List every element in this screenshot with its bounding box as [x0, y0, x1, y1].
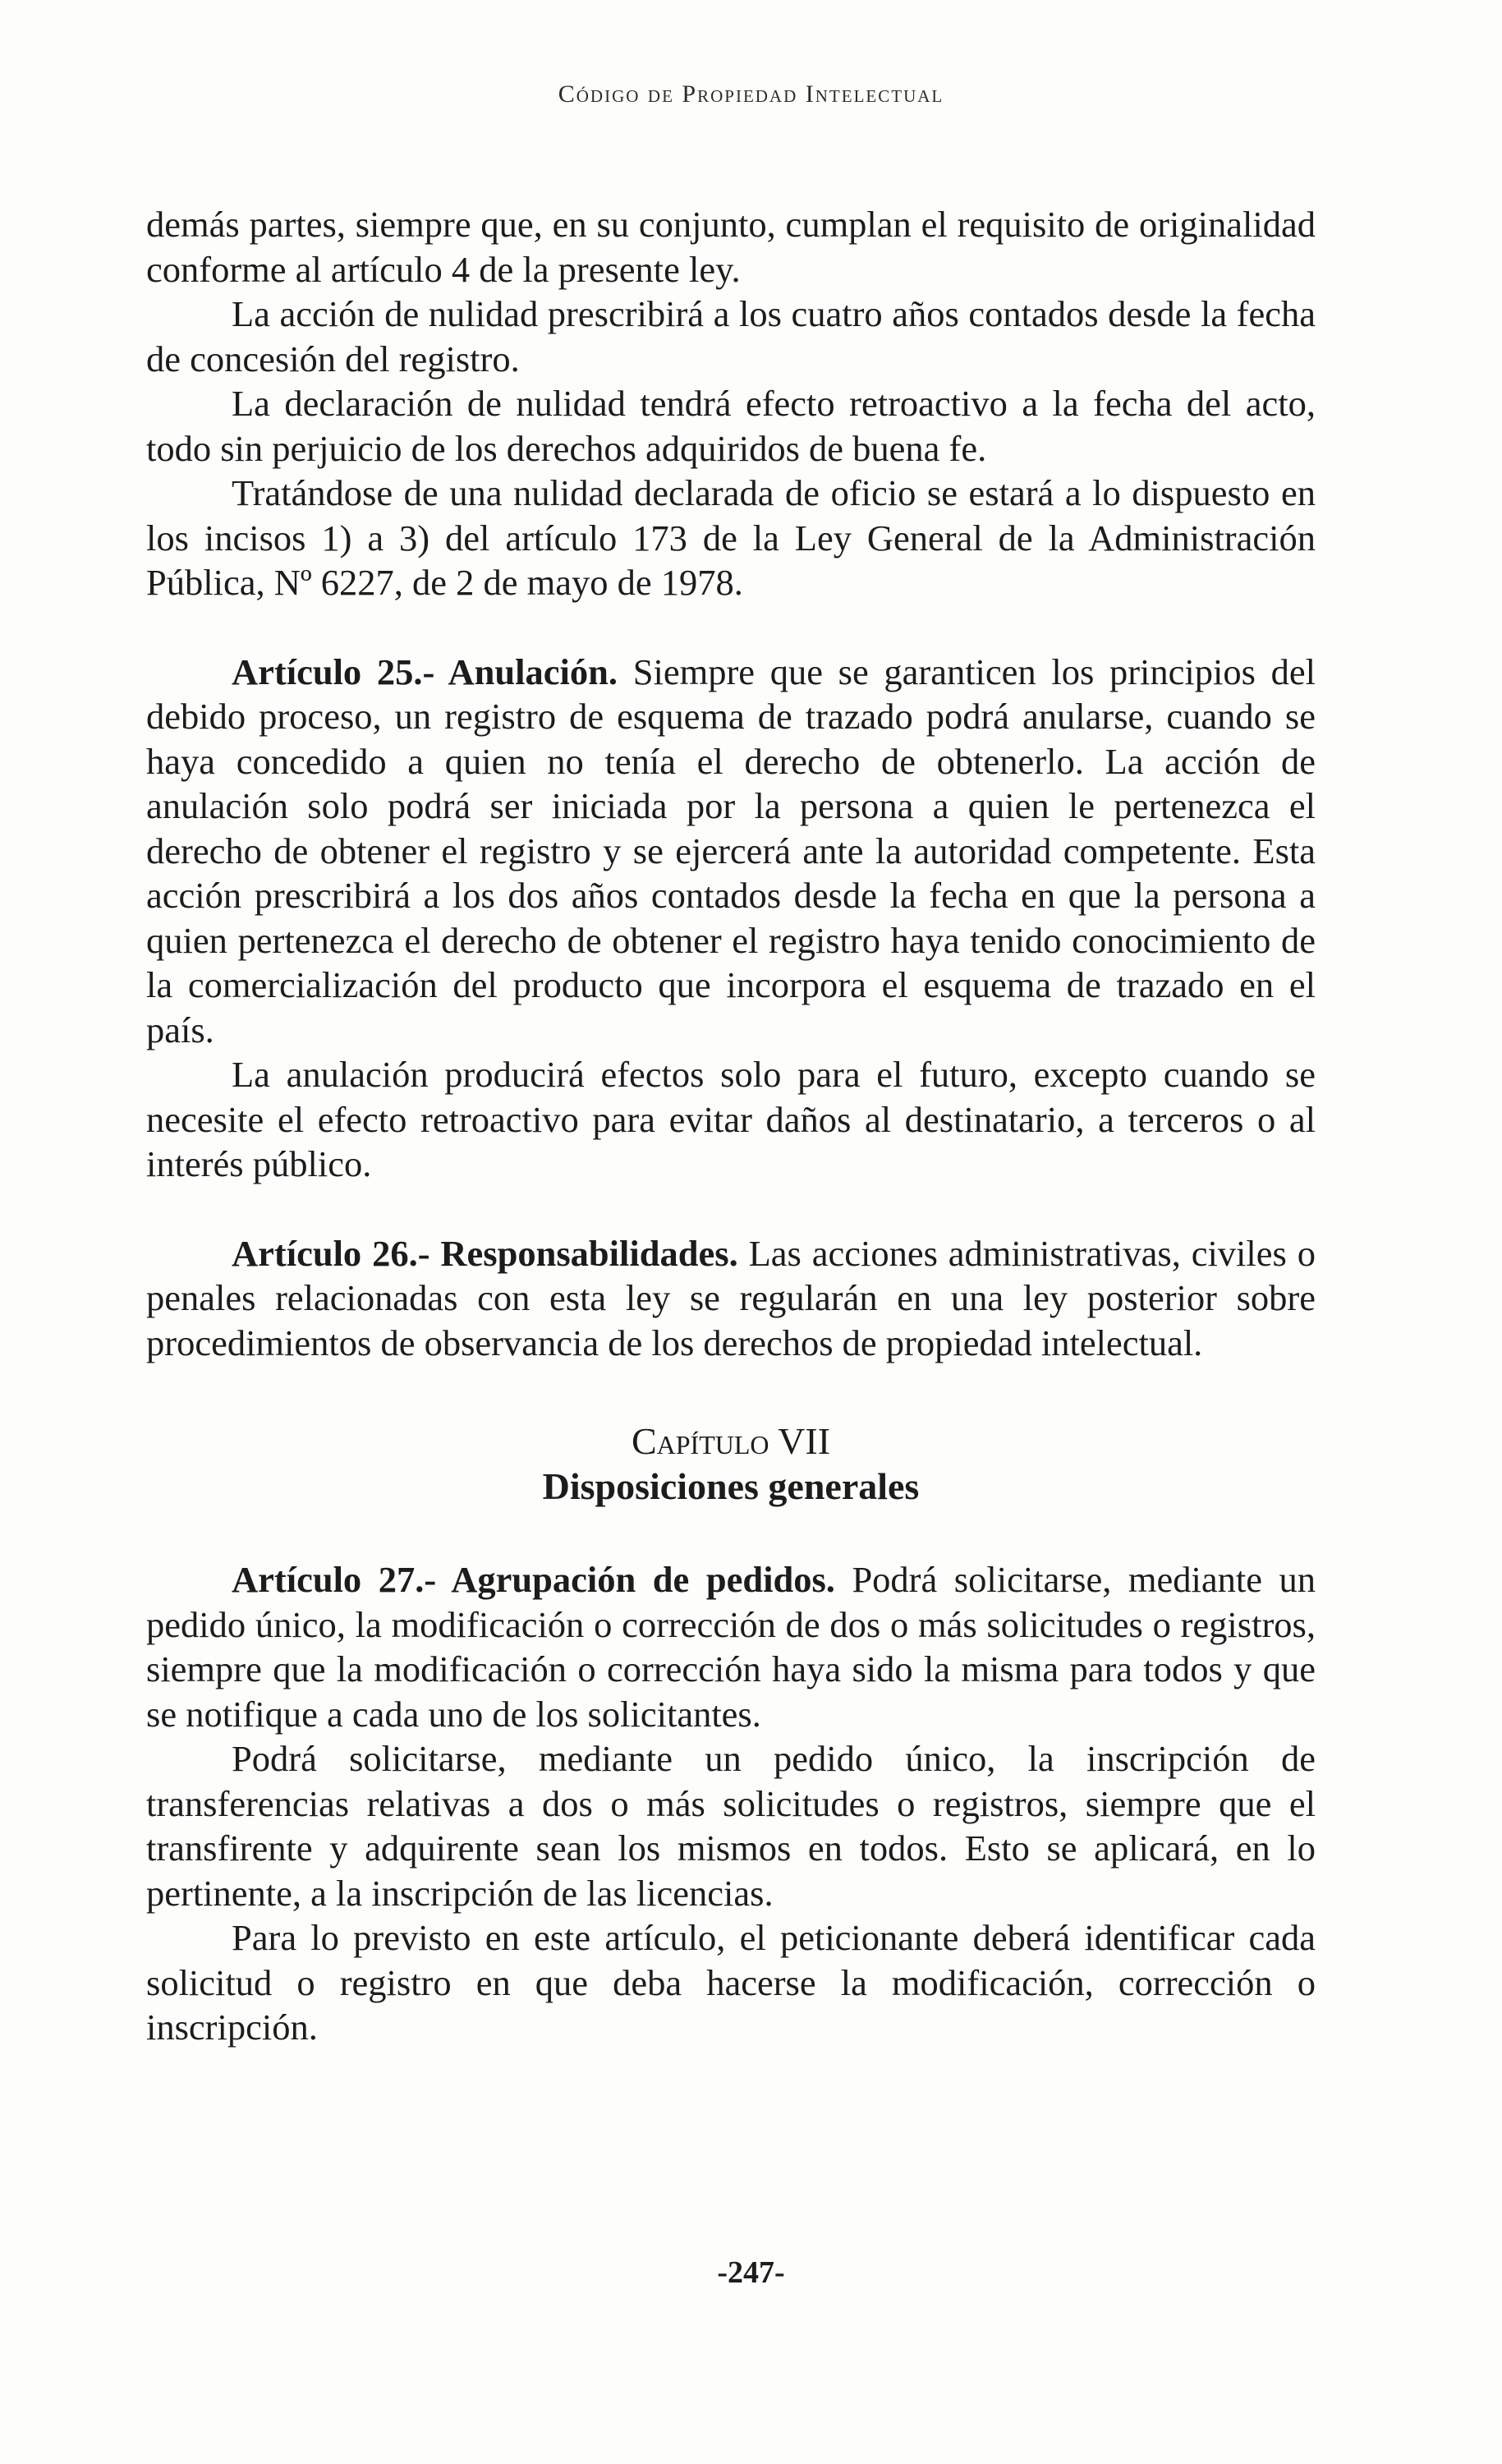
- article-25-text: Siempre que se garanticen los principios del debido proceso, un registro de esquema de trazado podrá anularse, cuando se haya concedido a quien no tenía el derecho de obtenerlo. La acción de anulación solo podrá ser iniciada por la persona a quien le pertenezca el derecho de obtener el registro y se ejercerá ante la autoridad competente. Esta acción prescribirá a los dos años contados desde la fecha en que la persona a quien pertenezca el derecho de obtener el registro haya tenido conocimiento de la comercialización del producto que incorpora el esquema de trazado en el país.: [146, 650, 1316, 1050]
- paragraph-continuation: demás partes, siempre que, en su conjunto, cumplan el requisito de originalidad conforme al artículo 4 de la presente ley.: [146, 204, 1316, 290]
- article-27-paragraph-2: Podrá solicitarse, mediante un pedido único, la inscripción de transferencias relativas a dos o más solicitudes o registros, siempre que el transfirente y adquirente sean los mismos en todos. Esto se aplicará, en lo pertinente, a la inscripción de las licencias.: [146, 1738, 1316, 1914]
- paragraph-nulidad-prescripcion: La acción de nulidad prescribirá a los cuatro años contados desde la fecha de concesión del registro.: [146, 293, 1316, 379]
- article-27-paragraph-3: Para lo previsto en este artículo, el peticionante deberá identificar cada solicitud o registro en que deba hacerse la modificación, corrección o inscripción.: [146, 1917, 1316, 2048]
- article-26-heading: Artículo 26.- Responsabilidades.: [232, 1232, 738, 1274]
- article-27-heading: Artículo 27.- Agrupación de pedidos.: [232, 1559, 835, 1600]
- article-27-text: Podrá solicitarse, mediante un pedido único, la modificación o corrección de dos o más solicitudes o registros, siempre que la modificación o corrección haya sido la misma para todos y que se notifique a cada uno de los solicitantes.: [146, 1559, 1316, 1735]
- page-body: [146, 202, 1316, 2050]
- article-25-heading: Artículo 25.- Anulación.: [232, 650, 618, 692]
- article-27: [146, 1557, 1316, 1736]
- page-number: -247-: [717, 2255, 785, 2290]
- paragraph-nulidad-oficio: Tratándose de una nulidad declarada de oficio se estará a lo dispuesto en los incisos 1) a 3) del artículo 173 de la Ley General de la Administración Pública, Nº 6227, de 2 de mayo de 1978.: [146, 472, 1316, 603]
- article-25-paragraph-2: La anulación producirá efectos solo para el futuro, excepto cuando se necesite el efecto retroactivo para evitar daños al destinatario, a terceros o al interés público.: [146, 1054, 1316, 1184]
- paragraph-nulidad-efecto: La declaración de nulidad tendrá efecto retroactivo a la fecha del acto, todo sin perjuicio de los derechos adquiridos de buena fe.: [146, 383, 1316, 469]
- article-26: [146, 1231, 1316, 1366]
- article-26-text: Las acciones administrativas, civiles o penales relacionadas con esta ley se regularán en una ley posterior sobre procedimientos de observancia de los derechos de propiedad intelectual.: [146, 1232, 1316, 1363]
- article-25: [146, 650, 1316, 1053]
- chapter-title: Disposiciones generales: [542, 1465, 920, 1507]
- running-header: Código de Propiedad Intelectual: [558, 80, 944, 108]
- chapter-heading: [146, 1419, 1316, 1510]
- chapter-label: Capítulo VII: [631, 1420, 831, 1462]
